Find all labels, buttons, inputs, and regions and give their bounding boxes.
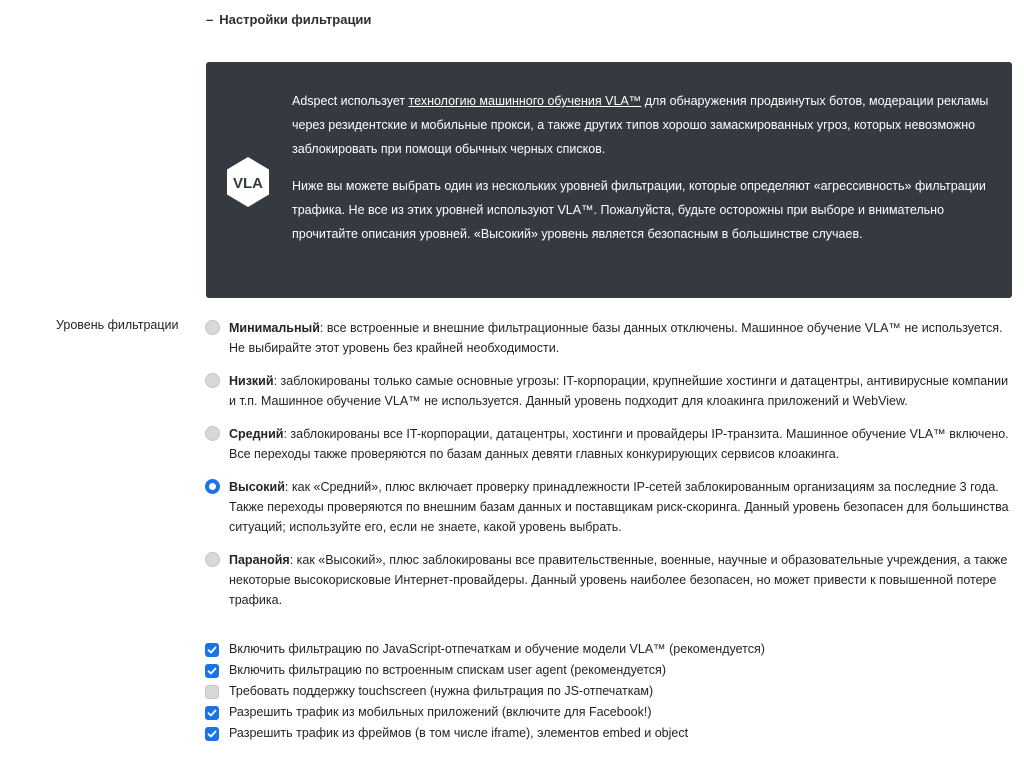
option-description: : заблокированы только самые основные угрозы: IT-корпорации, крупнейшие хостинги и датацентры, антивирусные компании и т.п. Машинное обучение VLA™ не используется. Данный уровень подходит для клоакинга приложений и WebView.	[229, 374, 1009, 408]
vla-description	[292, 89, 1002, 246]
filter-checkbox[interactable]	[205, 724, 1015, 743]
checkmark-icon	[207, 708, 217, 718]
option-description: : как «Высокий», плюс заблокированы все правительственные, военные, научные и образовательные учреждения, а также некоторые высокорисковые Интернет-провайдеры. Данный уровень наиболее безопасен, но может привести к повышенной потере трафика.	[229, 553, 1008, 607]
vla-p1-text-end: для обнаружения продвинутых ботов, модерации рекламы через резидентские и мобильные прокси, а также других типов хорошо замаскированных угроз, которых невозможно заблокировать при помощи обычных черных списков.	[292, 94, 989, 156]
vla-technology-link[interactable]: технологию машинного обучения VLA™	[408, 94, 642, 108]
checkbox-checked[interactable]	[205, 727, 219, 741]
filter-level-option[interactable]	[205, 550, 1015, 610]
checkbox-checked[interactable]	[205, 664, 219, 678]
radio-unchecked[interactable]	[205, 426, 220, 441]
checkbox-label: Требовать поддержку touchscreen (нужна фильтрация по JS-отпечаткам)	[229, 684, 654, 698]
vla-badge-text: VLA	[233, 175, 263, 192]
filter-level-option[interactable]	[205, 371, 1015, 411]
filter-checkbox[interactable]	[205, 703, 1015, 722]
option-name: Минимальный	[229, 321, 320, 335]
checkbox-label: Разрешить трафик из мобильных приложений (включите для Facebook!)	[229, 705, 652, 719]
vla-p1-text: Adspect использует	[292, 94, 409, 108]
radio-unchecked[interactable]	[205, 552, 220, 567]
option-description: : как «Средний», плюс включает проверку принадлежности IP-сетей заблокированным организациям за последние 3 года. Также переходы проверяются по внешним базам данных и поставщикам риск-скоринга. Данный уровень безопасен для большинства ситуаций; используйте его, если не знаете, какой уровень выбрать.	[229, 480, 1009, 534]
filter-level-radio-group	[205, 318, 1015, 623]
checkmark-icon	[207, 666, 217, 676]
checkmark-icon	[207, 729, 217, 739]
radio-unchecked[interactable]	[205, 320, 220, 335]
option-description: : все встроенные и внешние фильтрационные базы данных отключены. Машинное обучение VLA™ не используется. Не выбирайте этот уровень без крайней необходимости.	[229, 321, 1003, 355]
radio-unchecked[interactable]	[205, 373, 220, 388]
filter-level-option[interactable]	[205, 477, 1015, 537]
section-title: Настройки фильтрации	[219, 12, 372, 27]
checkmark-icon	[207, 645, 217, 655]
filter-checkbox[interactable]	[205, 640, 1015, 659]
filter-level-label: Уровень фильтрации	[56, 318, 179, 332]
filter-level-option[interactable]	[205, 424, 1015, 464]
collapse-icon[interactable]: –	[206, 12, 214, 27]
option-name: Паранойя	[229, 553, 290, 567]
filter-level-option[interactable]	[205, 318, 1015, 358]
radio-checked[interactable]	[205, 479, 220, 494]
filter-checkbox[interactable]	[205, 682, 1015, 701]
vla-paragraph-2: Ниже вы можете выбрать один из нескольких уровней фильтрации, которые определяют «агрессивность» фильтрации трафика. Не все из этих уровней используют VLA™. Пожалуйста, будьте осторожны при выборе и внимательно прочитайте описания уровней. «Высокий» уровень является безопасным в большинстве случаев.	[292, 179, 986, 241]
option-name: Высокий	[229, 480, 285, 494]
option-name: Низкий	[229, 374, 274, 388]
filter-checkbox-group	[205, 640, 1015, 745]
option-description: : заблокированы все IT-корпорации, датацентры, хостинги и провайдеры IP-транзита. Машинное обучение VLA™ включено. Все переходы также проверяются по базам данных девяти главных конкурирующих сервисов клоакинга.	[229, 427, 1009, 461]
checkbox-checked[interactable]	[205, 643, 219, 657]
vla-hexagon-icon	[225, 156, 271, 208]
option-name: Средний	[229, 427, 284, 441]
checkbox-label: Разрешить трафик из фреймов (в том числе iframe), элементов embed и object	[229, 726, 689, 740]
checkbox-checked[interactable]	[205, 706, 219, 720]
checkbox-label: Включить фильтрацию по JavaScript-отпечаткам и обучение модели VLA™ (рекомендуется)	[229, 642, 765, 656]
vla-info-panel	[206, 62, 1012, 298]
checkbox-label: Включить фильтрацию по встроенным спискам user agent (рекомендуется)	[229, 663, 666, 677]
filter-checkbox[interactable]	[205, 661, 1015, 680]
checkbox-unchecked[interactable]	[205, 685, 219, 699]
section-header[interactable]	[206, 12, 371, 27]
vla-paragraph-1	[292, 89, 1002, 161]
